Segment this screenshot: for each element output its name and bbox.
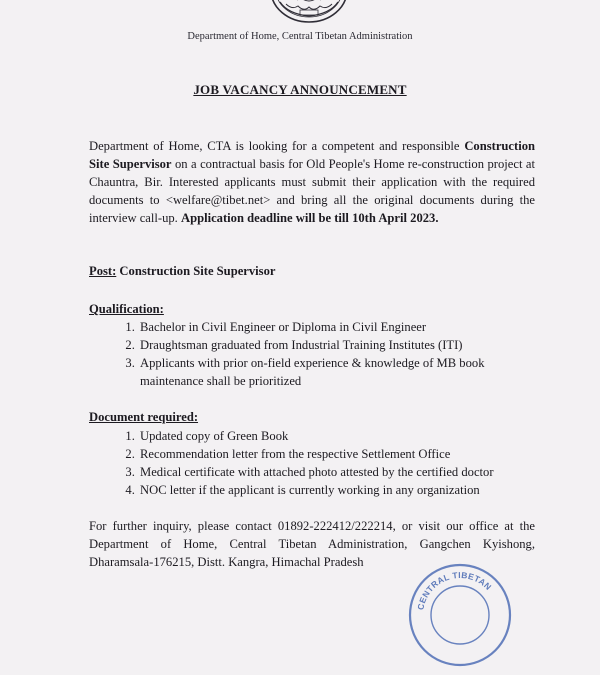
list-item: 2. Draughtsman graduated from Industrial Training Institutes (ITI) bbox=[138, 336, 518, 354]
qualification-title: Qualification: bbox=[89, 302, 164, 316]
announcement-title: JOB VACANCY ANNOUNCEMENT bbox=[193, 82, 407, 97]
intro-position: Construction Site Supervisor bbox=[89, 139, 535, 171]
intro-deadline: Application deadline will be till 10th April 2023. bbox=[180, 211, 439, 225]
post-value: Construction Site Supervisor bbox=[116, 264, 276, 278]
qualification-list bbox=[124, 318, 518, 390]
list-item: 3. Medical certificate with attached photo attested by the certified doctor bbox=[138, 463, 558, 481]
list-item: 1. Updated copy of Green Book bbox=[138, 427, 558, 445]
inquiry-paragraph: For further inquiry, please contact 01892-222412/222214, or visit our office at the Department of Home, Central Tibetan Administration, Gangchen Kyishong, Dharamsala-176215, Distt. Kangra, Himachal Pradesh bbox=[89, 519, 535, 569]
department-header: Department of Home, Central Tibetan Administration bbox=[187, 31, 413, 42]
list-item: 4. NOC letter if the applicant is currently working in any organization bbox=[138, 481, 558, 499]
post-label: Post: bbox=[89, 264, 117, 278]
intro-text-1: Department of Home, CTA is looking for a competent and responsible bbox=[89, 139, 465, 153]
intro-paragraph bbox=[89, 137, 535, 227]
post-line bbox=[89, 264, 275, 279]
documents-title: Document required: bbox=[89, 410, 199, 424]
cta-emblem-icon bbox=[268, 0, 350, 24]
documents-list bbox=[124, 427, 558, 499]
official-stamp-icon bbox=[405, 560, 515, 670]
list-item: 2. Recommendation letter from the respective Settlement Office bbox=[138, 445, 558, 463]
stamp-text: CENTRAL TIBETAN bbox=[415, 569, 494, 611]
list-item: 3. Applicants with prior on-field experience & knowledge of MB book maintenance shall be prioritized bbox=[138, 354, 518, 390]
list-item: 1. Bachelor in Civil Engineer or Diploma in Civil Engineer bbox=[138, 318, 518, 336]
intro-text-2: on a contractual basis for Old People's Home re-construction project at Chauntra, Bir. Interested applicants must submit their application with the required documents to <welfare@tibet.net> and bring all the original documents during the interview call-up. bbox=[89, 157, 535, 225]
